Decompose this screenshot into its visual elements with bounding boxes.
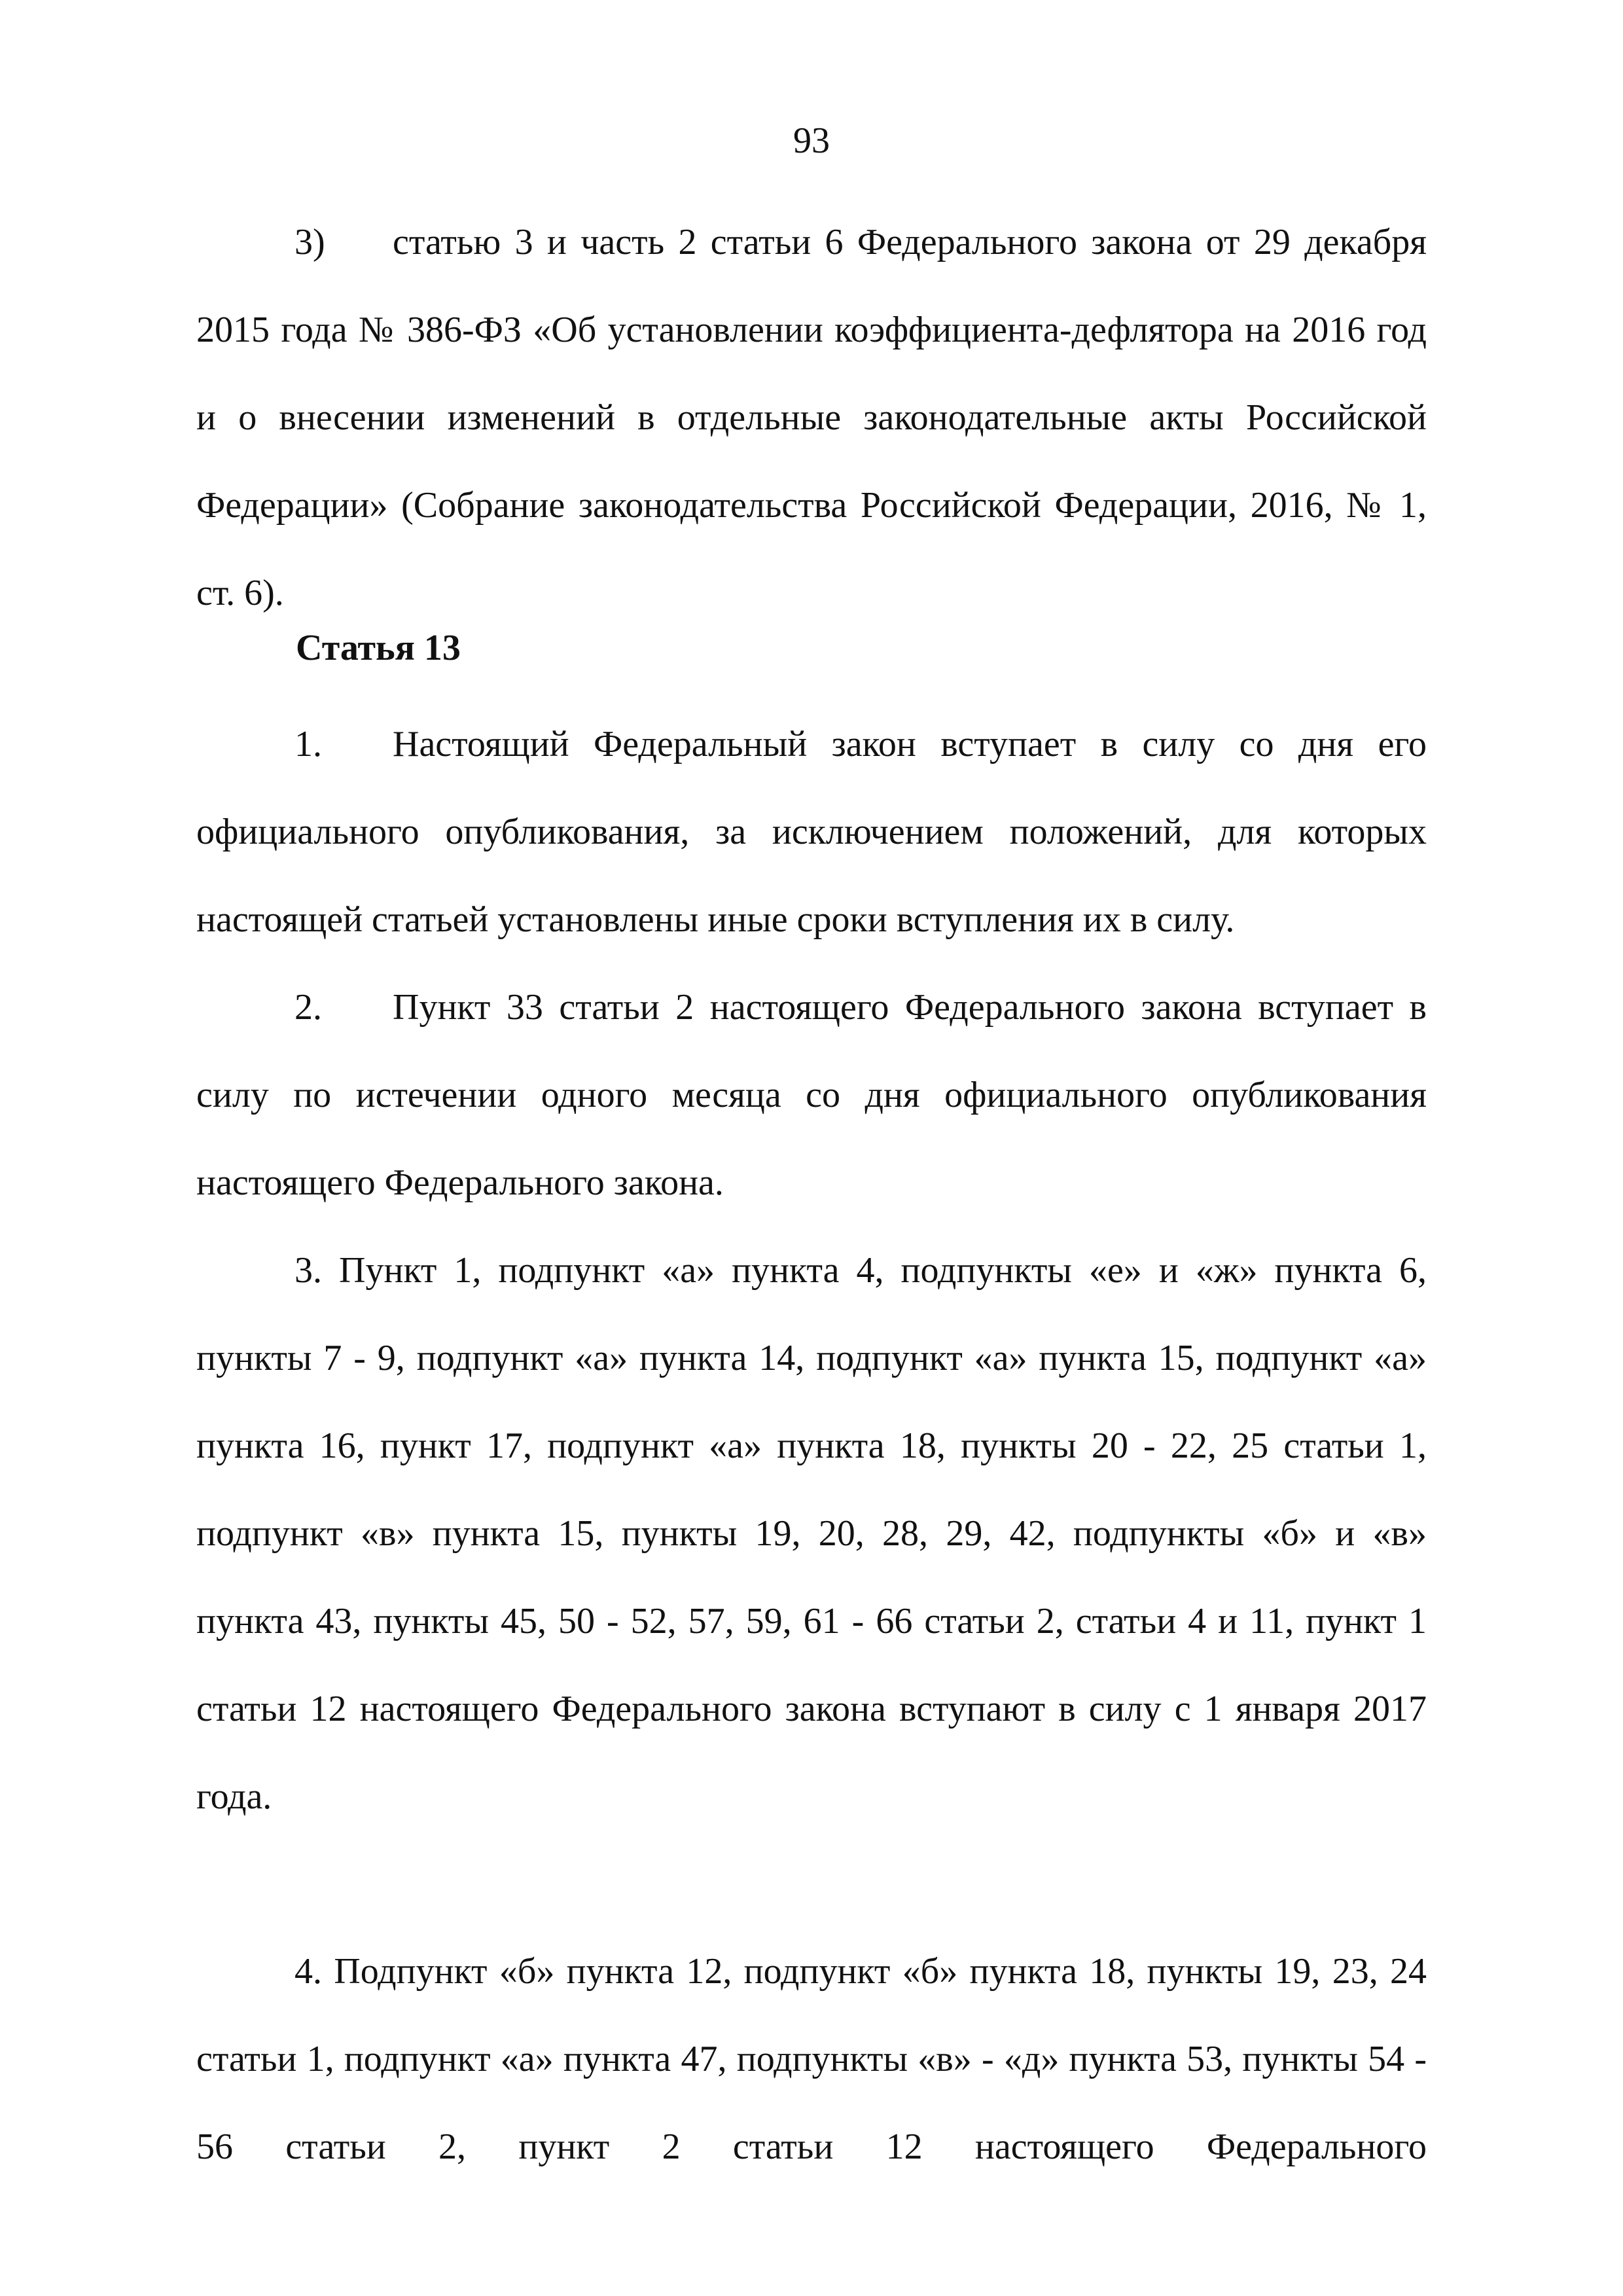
paragraph-2-text: Пункт 33 статьи 2 настоящего Федерального закона вступает в силу по истечении одного месяца со дня официального опубликования настоящего Федерального закона. [196,987,1427,1203]
paragraph-1-number: 1. [294,724,322,764]
article-heading: Статья 13 [296,628,461,668]
item-3-number: 3) [294,222,325,262]
article-paragraph-2 [196,963,1427,1227]
article-paragraph-3: 3. Пункт 1, подпункт «а» пункта 4, подпункты «е» и «ж» пункта 6, пункты 7 - 9, подпункт «а» пункта 14, подпункт «а» пункта 15, подпункт «а» пункта 16, пункт 17, подпункт «а» пункта 18, пункты 20 - 22, 25 статьи 1, подпункт «в» пункта 15, пункты 19, 20, 28, 29, 42, подпункты «б» и «в» пункта 43, пункты 45, 50 - 52, 57, 59, 61 - 66 статьи 2, статьи 4 и 11, пункт 1 статьи 12 настоящего Федерального закона вступают в силу с 1 января 2017 года. [196,1250,1427,1817]
item-3-paragraph [196,198,1427,637]
article-paragraph-4: 4. Подпункт «б» пункта 12, подпункт «б» пункта 18, пункты 19, 23, 24 статьи 1, подпункт «а» пункта 47, подпункты «в» - «д» пункта 53, пункты 54 - 56 статьи 2, пункт 2 статьи 12 настоящего Федерального [196,1951,1427,2167]
article-paragraph-1 [196,700,1427,963]
paragraph-2-number: 2. [294,987,322,1028]
page-number: 93 [793,120,830,161]
paragraph-1-text: Настоящий Федеральный закон вступает в силу со дня его официального опубликования, за исключением положений, для которых настоящей статьей установлены иные сроки вступления их в силу. [196,724,1427,940]
item-3-text: статью 3 и часть 2 статьи 6 Федерального закона от 29 декабря 2015 года № 386-ФЗ «Об установлении коэффициента-дефлятора на 2016 год и о внесении изменений в отдельные законодательные акты Российской Федерации» (Собрание законодательства Российской Федерации, 2016, № 1, ст. 6). [196,222,1427,613]
